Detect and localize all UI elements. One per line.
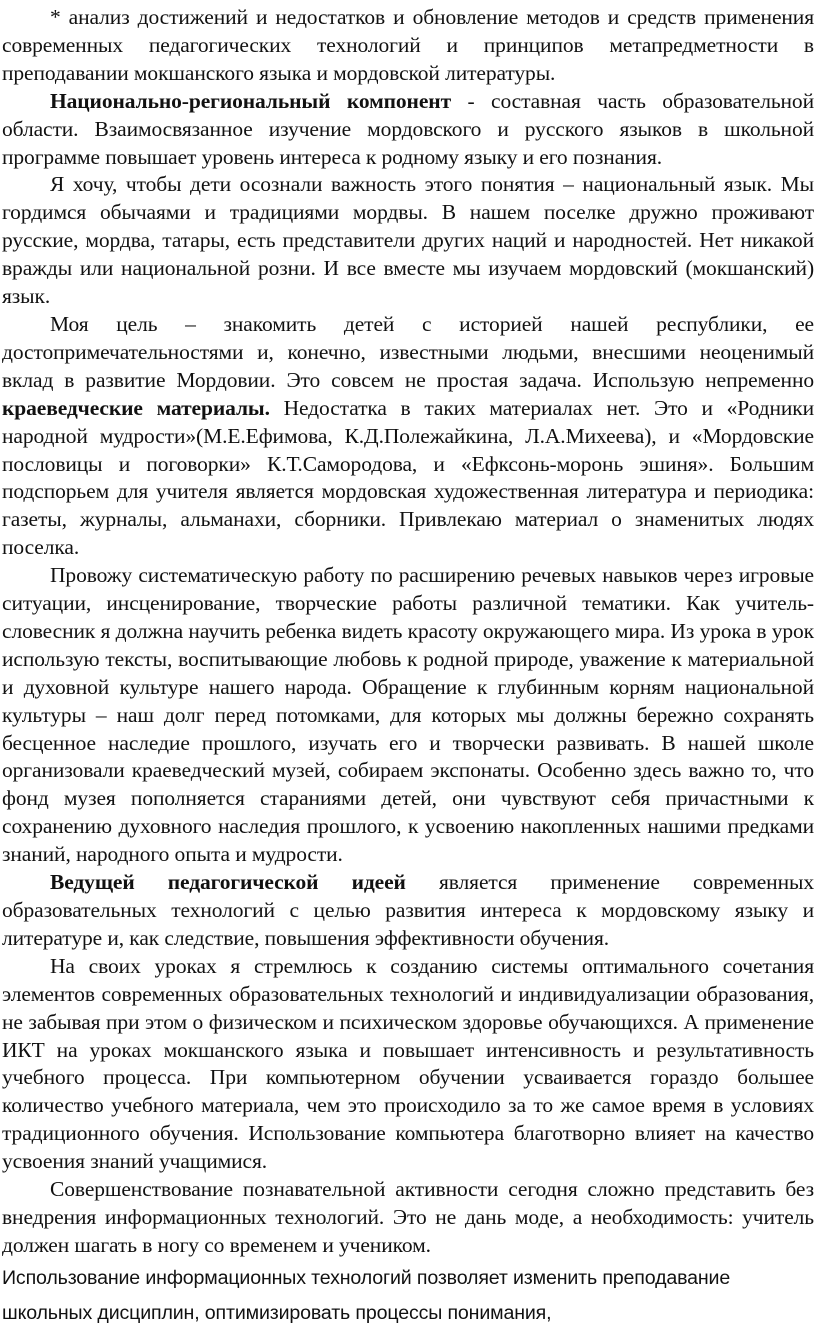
bold-term-local-materials: краеведческие материалы. [2,395,270,420]
document-tail [2,1261,814,1331]
paragraph-regional-component [2,88,814,172]
paragraph-text: - составная часть образовательной области. Взаимосвязанное изучение мордовского и русского языков в школьной программе повышает уровень интереса к родному языку и его познания. [2,88,814,169]
paragraph-speech-skills: Провожу систематическую работу по расширению речевых навыков через игровые ситуации, инсценирование, творческие работы различной тематики. Как учитель-словесник я должна научить ребенка видеть красоту окружающего мира. Из урока в урок использую тексты, воспитывающие любовь к родной природе, уважение к материальной и духовной культуре нашего народа. Обращение к глубинным корням национальной культуры – наш долг перед потомками, для которых мы должны бережно сохранять бесценное наследие прошлого, изучать его и творчески развивать. В нашей школе организовали краеведческий музей, собираем экспонаты. Особенно здесь важно то, что фонд музея пополняется стараниями детей, они чувствуют себя причастными к сохранению духовного наследия прошлого, к усвоению накопленных нашими предками знаний, народного опыта и мудрости. [2,563,814,867]
paragraph-text: является применение современных образовательных технологий с целью развития интереса к мордовскому языку и литературе и, как следствие, повышения эффективности обучения. [2,870,814,950]
paragraph-national-language: Я хочу, чтобы дети осознали важность этого понятия – национальный язык. Мы гордимся обычаями и традициями мордвы. В нашем поселке дружно проживают русские, мордва, татары, есть представители других наций и народностей. Нет никакой вражды или национальной розни. И все вместе мы изучаем мордовский (мокшанский) язык. [2,172,814,309]
paragraph-leading-idea [2,869,814,953]
paragraph-ict-lessons: На своих уроках я стремлюсь к созданию системы оптимального сочетания элементов современных образовательных технологий и индивидуализации образования, не забывая при этом о физическом и психическом здоровье обучающихся. А применение ИКТ на уроках мокшанского языка и повышает интенсивность и результативность учебного процесса. При компьютерном обучении усваивается гораздо большее количество учебного материала, чем это происходило за то же самое время в условиях традиционного обучения. Использование компьютера благотворно влияет на качество усвоения знаний учащимися. [2,953,814,1174]
paragraph-goal [2,311,814,562]
bold-term-regional-component: Национально-региональный компонент [50,88,452,113]
paragraph-text: Моя цель – знакомить детей с историей нашей республики, ее достопримечательностями и, конечно, известными людьми, внесшими неоценимый вклад в развитие Мордовии. Это совсем не простая задача. Использую непременно [2,311,814,392]
tail-line-1: Использование информационных технологий позволяет изменить преподавание [2,1266,731,1289]
tail-line-2: школьных дисциплин, оптимизировать процессы понимания, [2,1301,552,1324]
paragraph-cognitive-activity: Совершенствование познавательной активности сегодня сложно представить без внедрения информационных технологий. Это не дань моде, а необходимость: учитель должен шагать в ногу со временем и учеником. [2,1177,814,1257]
bold-term-leading-idea: Ведущей педагогической идеей [50,870,406,895]
document-body [2,4,814,1260]
paragraph-analysis: * анализ достижений и недостатков и обновление методов и средств применения современных педагогических технологий и принципов метапредметности в преподавании мокшанского языка и мордовской литературы. [2,5,814,85]
paragraph-text: Недостатка в таких материалах нет. Это и «Родники народной мудрости»(М.Е.Ефимова, К.Д.Полежайкина, Л.А.Михеева), и «Мордовские пословицы и поговорки» К.Т.Самородова, и «Ефксонь-моронь эшиня». Большим подспорьем для учителя является мордовская художественная литература и периодика: газеты, журналы, альманахи, сборники. Привлекаю материал о знаменитых людях поселка. [2,395,815,560]
